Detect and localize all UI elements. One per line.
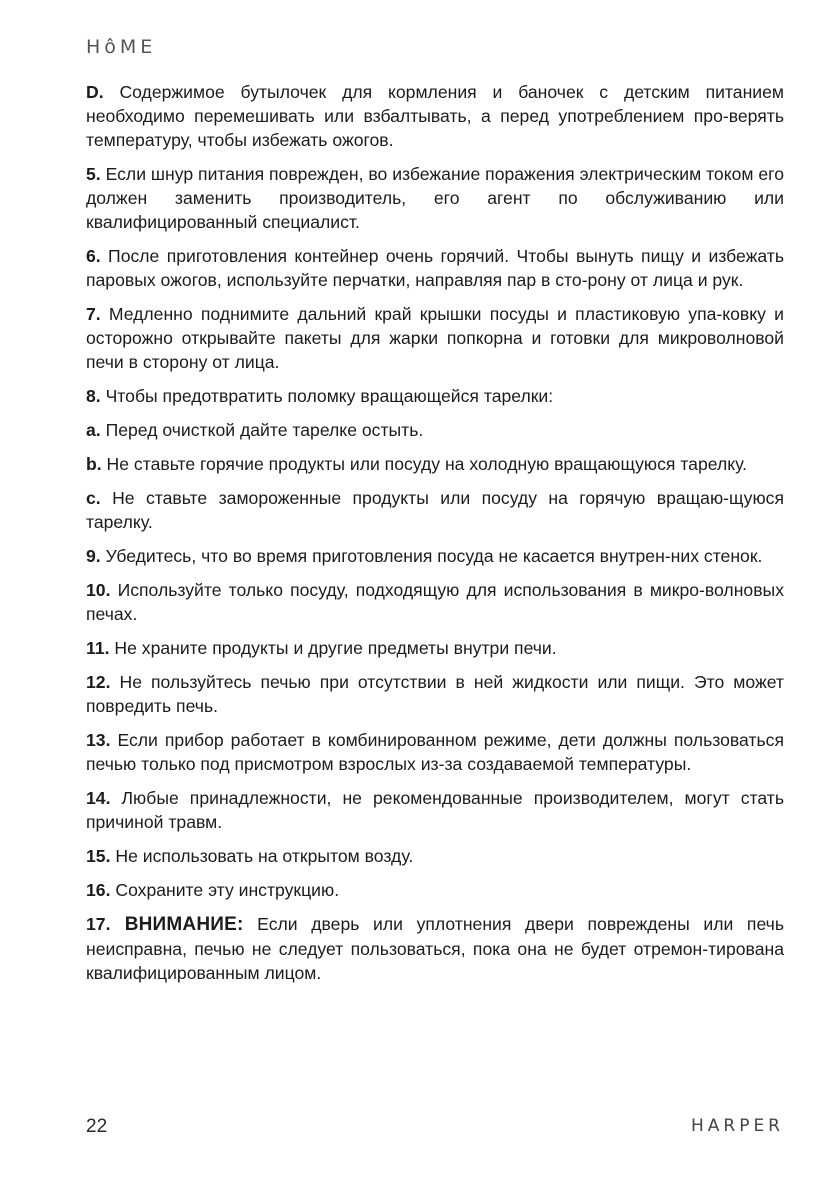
instruction-item-a xyxy=(86,418,784,442)
instructions-body xyxy=(86,80,784,995)
instruction-item-15 xyxy=(86,844,784,868)
instruction-item-d xyxy=(86,80,784,152)
item-text: Чтобы предотвратить поломку вращающейся тарелки: xyxy=(100,386,554,406)
instruction-item-b xyxy=(86,452,784,476)
instruction-item-12 xyxy=(86,670,784,718)
item-number: 15. xyxy=(86,846,111,866)
item-number: 6. xyxy=(86,246,101,266)
instruction-item-14 xyxy=(86,786,784,834)
brand-logo: HARPER xyxy=(690,1116,784,1136)
item-text: Любые принадлежности, не рекомендованные производителем, могут стать причиной травм. xyxy=(86,788,784,832)
item-number: 12. xyxy=(86,672,111,692)
item-number: a. xyxy=(86,420,101,440)
item-number: 17. xyxy=(86,914,111,934)
item-text: Если прибор работает в комбинированном режиме, дети должны пользоваться печью только под присмотром взрослых из-за создаваемой температуры. xyxy=(86,730,784,774)
item-text: Сохраните эту инструкцию. xyxy=(110,880,340,900)
instruction-item-10 xyxy=(86,578,784,626)
item-number: b. xyxy=(86,454,102,474)
item-text: Не храните продукты и другие предметы внутри печи. xyxy=(109,638,557,658)
item-text: Содержимое бутылочек для кормления и баночек с детским питанием необходимо перемешивать или взбалтывать, а перед употреблением про-верять температуру, чтобы избежать ожогов. xyxy=(86,82,784,150)
item-number: 7. xyxy=(86,304,101,324)
warning-label: ВНИМАНИЕ: xyxy=(110,914,244,935)
item-text: Если шнур питания поврежден, во избежание поражения электрическим током его должен заменить производитель, его агент по обслуживанию или квалифицированный специалист. xyxy=(86,164,784,232)
item-number: D. xyxy=(86,82,104,102)
item-text: После приготовления контейнер очень горячий. Чтобы вынуть пищу и избежать паровых ожогов, используйте перчатки, направляя пар в сто-рону от лица и рук. xyxy=(86,246,784,290)
item-number: 14. xyxy=(86,788,111,808)
instruction-item-5 xyxy=(86,162,784,234)
item-number: 8. xyxy=(86,386,101,406)
item-text: Убедитесь, что во время приготовления посуда не касается внутрен-них стенок. xyxy=(100,546,763,566)
item-number: 11. xyxy=(86,638,110,658)
instruction-item-7 xyxy=(86,302,784,374)
item-text: Не пользуйтесь печью при отсутствии в ней жидкости или пищи. Это может повредить печь. xyxy=(86,672,784,716)
instruction-item-c xyxy=(86,486,784,534)
item-text: Медленно поднимите дальний край крышки посуды и пластиковую упа-ковку и осторожно открывайте пакеты для жарки попкорна и готовки для микроволновой печи в сторону от лица. xyxy=(86,304,784,372)
instruction-item-8 xyxy=(86,384,784,408)
instruction-item-16 xyxy=(86,878,784,902)
item-number: 13. xyxy=(86,730,111,750)
instruction-item-13 xyxy=(86,728,784,776)
item-number: 10. xyxy=(86,580,111,600)
home-logo: HôME xyxy=(86,36,157,58)
item-text: Перед очисткой дайте тарелке остыть. xyxy=(100,420,424,440)
item-text: Используйте только посуду, подходящую для использования в микро-волновых печах. xyxy=(86,580,784,624)
item-number: 9. xyxy=(86,546,101,566)
item-text: Если дверь или уплотнения двери повреждены или печь неисправна, печью не следует пользоваться, пока она не будет отремон-тирована квалифицированным лицом. xyxy=(86,914,784,983)
item-number: 5. xyxy=(86,164,101,184)
instruction-item-17-warning xyxy=(86,912,784,985)
instruction-item-6 xyxy=(86,244,784,292)
item-text: Не использовать на открытом возду. xyxy=(110,846,414,866)
item-number: 16. xyxy=(86,880,111,900)
item-text: Не ставьте горячие продукты или посуду на холодную вращающуюся тарелку. xyxy=(101,454,748,474)
item-number: c. xyxy=(86,488,101,508)
instruction-item-11 xyxy=(86,636,784,660)
item-text: Не ставьте замороженные продукты или посуду на горячую вращаю-щуюся тарелку. xyxy=(86,488,784,532)
instruction-item-9 xyxy=(86,544,784,568)
page-number: 22 xyxy=(86,1116,108,1137)
